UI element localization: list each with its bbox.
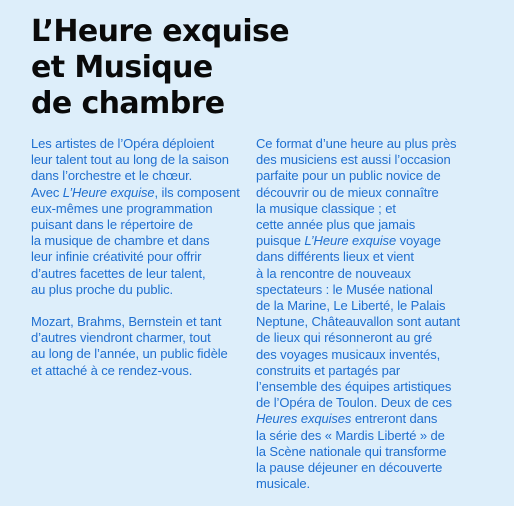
text-line (256, 363, 488, 379)
italic-title: L’Heure exquise (62, 184, 155, 200)
text-run: découvrir ou de mieux connaître (256, 184, 439, 200)
text-line (31, 249, 251, 265)
text-line (256, 136, 488, 152)
text-run: , ils composent (154, 184, 240, 200)
text-run: l’ensemble des équipes artistiques (256, 379, 452, 395)
text-line (31, 314, 251, 330)
text-run: d’autres facettes de leur talent, (31, 265, 206, 281)
left-paragraph-1 (31, 136, 251, 298)
text-line (31, 233, 251, 249)
text-run: Neptune, Châteauvallon sont autant (256, 314, 461, 330)
text-line (256, 330, 488, 346)
text-run: de lieux qui résonneront au gré (256, 330, 433, 346)
text-line (256, 347, 488, 363)
text-line (256, 444, 488, 460)
right-paragraph-1 (256, 136, 488, 492)
page-title (31, 14, 289, 122)
text-line (31, 363, 251, 379)
text-line (256, 168, 488, 184)
text-line (31, 168, 251, 184)
text-line (256, 233, 488, 249)
right-text-column (256, 136, 488, 492)
text-run: eux-mêmes une programmation (31, 200, 213, 216)
text-line (256, 152, 488, 168)
text-line (256, 185, 488, 201)
text-line (31, 152, 251, 168)
text-run: la musique de chambre et dans (31, 233, 210, 249)
text-run: spectateurs : le Musée national (256, 281, 433, 297)
text-run: d’autres viendront charmer, tout (31, 330, 211, 346)
text-line (256, 217, 488, 233)
text-line (31, 136, 251, 152)
left-text-column (31, 136, 251, 379)
text-run: Ce format d’une heure au plus près (256, 136, 457, 151)
text-run: cette année plus que jamais (256, 217, 416, 233)
left-paragraph-2 (31, 314, 251, 379)
text-line (256, 460, 488, 476)
text-line (31, 185, 251, 201)
text-run: leur talent tout au long de la saison (31, 152, 229, 168)
text-run: voyage (396, 233, 441, 249)
text-line (31, 346, 251, 362)
text-run: parfaite pour un public novice de (256, 168, 441, 184)
text-run: des musiciens est aussi l’occasion (256, 152, 451, 168)
italic-title: Heures exquises (256, 411, 352, 427)
text-run: puisque (256, 233, 305, 249)
text-line (256, 379, 488, 395)
text-run: la série des « Mardis Liberté » de (256, 427, 445, 443)
text-run: la musique classique ; et (256, 200, 396, 216)
title-line-1: L’Heure exquise (31, 14, 290, 49)
text-run: musicale. (256, 476, 311, 492)
text-run: entreront dans (351, 411, 438, 427)
text-run: au long de l’année, un public fidèle (31, 346, 228, 362)
text-run: Les artistes de l’Opéra déploient (31, 136, 215, 151)
text-line (31, 201, 251, 217)
text-line (256, 249, 488, 265)
paragraph-gap (31, 298, 251, 314)
text-line (256, 266, 488, 282)
text-line (256, 395, 488, 411)
text-run: dans l’orchestre et le chœur. (31, 168, 193, 184)
text-run: la pause déjeuner en découverte (256, 460, 443, 476)
text-run: construits et partagés par (256, 362, 401, 378)
text-line (31, 282, 251, 298)
text-line (31, 330, 251, 346)
text-run: dans différents lieux et vient (256, 249, 414, 265)
text-run: à la rencontre de nouveaux (256, 265, 411, 281)
text-run: et attaché à ce rendez-vous. (31, 362, 193, 378)
text-line (256, 314, 488, 330)
text-line (256, 411, 488, 427)
text-line (256, 428, 488, 444)
text-run: Mozart, Brahms, Bernstein et tant (31, 314, 222, 330)
title-line-3: de chambre (31, 86, 225, 121)
text-run: leur infinie créativité pour offrir (31, 249, 202, 265)
text-line (31, 266, 251, 282)
text-run: la Scène nationale qui transforme (256, 443, 447, 459)
text-run: Avec (31, 184, 63, 200)
italic-title: L’Heure exquise (304, 233, 397, 249)
text-run: de la Marine, Le Liberté, le Palais (256, 298, 446, 314)
text-line (31, 217, 251, 233)
title-line-2: et Musique (31, 50, 213, 85)
text-line (256, 201, 488, 217)
text-run: au plus proche du public. (31, 281, 174, 297)
text-run: puisant dans le répertoire de (31, 217, 193, 233)
text-line (256, 282, 488, 298)
text-line (256, 476, 488, 492)
text-run: de l’Opéra de Toulon. Deux de ces (256, 395, 452, 411)
text-line (256, 298, 488, 314)
text-run: des voyages musicaux inventés, (256, 346, 441, 362)
